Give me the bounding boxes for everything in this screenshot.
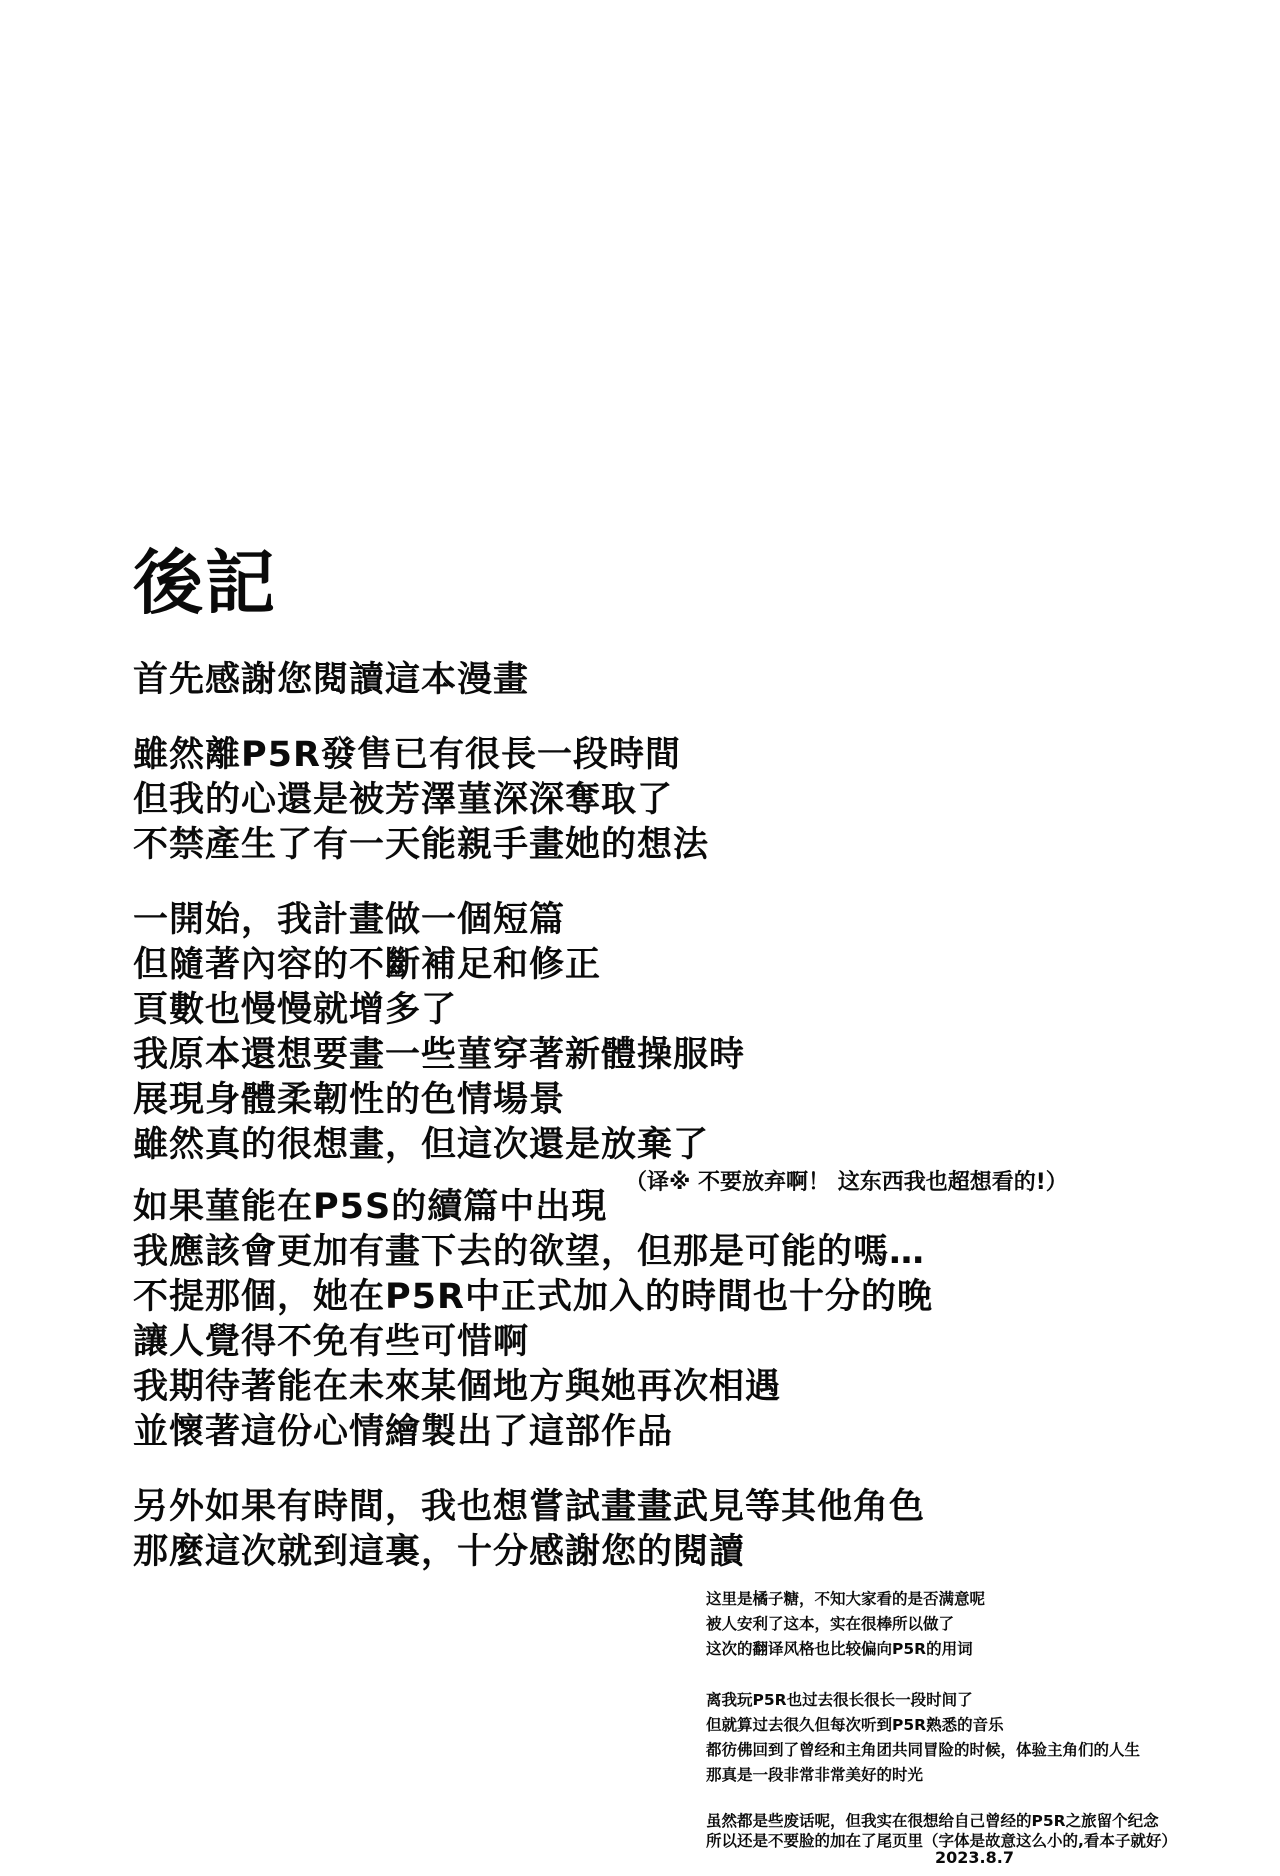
afterword-line: 並懷著這份心情繪製出了這部作品 xyxy=(133,1412,674,1452)
afterword-line: 讓人覺得不免有些可惜啊 xyxy=(133,1322,530,1362)
afterword-line: 頁數也慢慢就增多了 xyxy=(133,990,458,1030)
afterword-line: 雖然真的很想畫，但這次還是放棄了 xyxy=(133,1125,710,1165)
translator-note-line: 所以还是不要脸的加在了尾页里（字体是故意这么小的,看本子就好） xyxy=(706,1832,1177,1850)
afterword-line: 我原本還想要畫一些菫穿著新體操服時 xyxy=(133,1035,746,1075)
afterword-line: 不禁產生了有一天能親手畫她的想法 xyxy=(133,825,710,865)
translator-note-line: 但就算过去很久但每次听到P5R熟悉的音乐 xyxy=(706,1716,1004,1734)
translator-note-line: 那真是一段非常非常美好的时光 xyxy=(706,1766,924,1784)
afterword-line: 但我的心還是被芳澤菫深深奪取了 xyxy=(133,780,674,820)
afterword-line: 那麼這次就到這裏，十分感謝您的閱讀 xyxy=(133,1532,746,1572)
afterword-line: 雖然離P5R發售已有很長一段時間 xyxy=(133,735,681,775)
afterword-line: 首先感謝您閱讀這本漫畫 xyxy=(133,660,530,700)
afterword-line: 但隨著內容的不斷補足和修正 xyxy=(133,945,602,985)
translator-inline-note: （译※ 不要放弃啊！ 这东西我也超想看的!） xyxy=(625,1170,1068,1195)
afterword-title: 後記 xyxy=(133,542,277,624)
translator-note-line: 虽然都是些废话呢，但我实在很想给自己曾经的P5R之旅留个纪念 xyxy=(706,1812,1159,1830)
translator-note-line: 离我玩P5R也过去很长很长一段时间了 xyxy=(706,1691,973,1709)
afterword-line: 一開始，我計畫做一個短篇 xyxy=(133,900,566,940)
note-date: 2023.8.7 xyxy=(935,1848,1014,1867)
translator-note-line: 这次的翻译风格也比较偏向P5R的用词 xyxy=(706,1640,973,1658)
afterword-line: 展現身體柔韌性的色情場景 xyxy=(133,1080,566,1120)
afterword-line: 我應該會更加有畫下去的欲望，但那是可能的嗎… xyxy=(133,1232,926,1272)
translator-note-line: 这里是橘子糖，不知大家看的是否满意呢 xyxy=(706,1590,986,1608)
afterword-line: 不提那個，她在P5R中正式加入的時間也十分的晚 xyxy=(133,1277,933,1317)
afterword-line: 另外如果有時間，我也想嘗試畫畫武見等其他角色 xyxy=(133,1487,926,1527)
afterword-line: 我期待著能在未來某個地方與她再次相遇 xyxy=(133,1367,782,1407)
translator-note-line: 被人安利了这本，实在很棒所以做了 xyxy=(706,1615,955,1633)
afterword-line: 如果菫能在P5S的續篇中出現 xyxy=(133,1187,608,1227)
translator-note-line: 都彷佛回到了曾经和主角团共同冒险的时候，体验主角们的人生 xyxy=(706,1741,1141,1759)
